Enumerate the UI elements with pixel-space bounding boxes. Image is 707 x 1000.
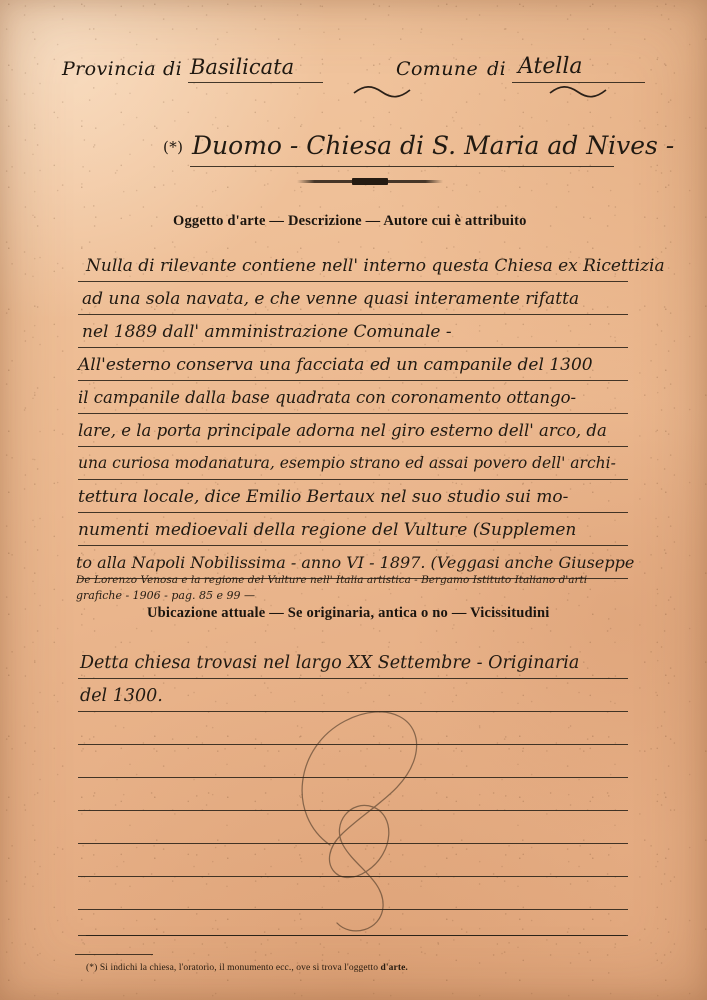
ruled-line (78, 545, 628, 546)
pen-flourish-scribble-icon (255, 695, 475, 945)
interlinear-note-line: De Lorenzo Venosa e la regione del Vulture nell' Italia artistica - Bergamo Istituto Italiano d'arti (76, 574, 588, 586)
title-asterisk: (*) (163, 138, 184, 156)
ruled-line (78, 380, 628, 381)
body-line: Nulla di rilevante contiene nell' interno questa Chiesa ex Ricettizia (86, 256, 665, 276)
ruled-line (78, 512, 628, 513)
body-line: lare, e la porta principale adorna nel giro esterno dell' arco, da (78, 421, 607, 440)
ruled-line (78, 479, 628, 480)
ruled-line (78, 777, 628, 778)
body-line: All'esterno conserva una facciata ed un campanile del 1300 (78, 355, 593, 375)
ruled-line (78, 281, 628, 282)
ruled-line (78, 810, 628, 811)
ruled-line (78, 446, 628, 447)
body-line: ad una sola navata, e che venne quasi interamente rifatta (82, 289, 580, 309)
ruled-line (78, 413, 628, 414)
page-title: Duomo - Chiesa di S. Maria ad Nives - (192, 131, 675, 160)
footnote-marker: (*) (86, 963, 98, 973)
body-line: to alla Napoli Nobilissima - anno VI - 1897. (Veggasi anche Giuseppe (76, 553, 635, 572)
comune-underline (512, 82, 645, 83)
comune-label: Comune (396, 58, 479, 80)
body-line: una curiosa modanatura, esempio strano ed assai povero dell' archi- (78, 454, 616, 472)
ruled-line (78, 314, 628, 315)
ruled-line (78, 876, 628, 877)
ruled-line (78, 744, 628, 745)
body-line: numenti medioevali della regione del Vulture (Supplemen (78, 520, 577, 540)
body-line: del 1300. (80, 686, 163, 706)
footnote-text: Si indichi la chiesa, l'oratorio, il monumento ecc., ove si trova l'oggetto (97, 963, 381, 973)
footer-divider (86, 935, 626, 936)
section-heading-ubicazione-attuale: Ubicazione attuale — Se originaria, antica o no — Vicissitudini (147, 605, 550, 621)
body-line: il campanile dalla base quadrata con coronamento ottango- (78, 388, 577, 407)
section-heading-oggetto-darte: Oggetto d'arte — Descrizione — Autore cui è attribuito (173, 213, 527, 229)
ruled-line (78, 843, 628, 844)
ruled-line (78, 909, 628, 910)
footnote-bold-tail: d'arte. (380, 963, 408, 973)
ruled-line (78, 711, 628, 712)
body-line: nel 1889 dall' amministrazione Comunale - (82, 322, 452, 342)
province-flourish-icon (352, 84, 412, 100)
province-underline (188, 82, 323, 83)
comune-di-label: di (487, 58, 507, 80)
comune-flourish-icon (548, 84, 608, 100)
province-value: Basilicata (190, 55, 295, 79)
ruled-line (78, 678, 628, 679)
ruled-line (78, 347, 628, 348)
body-line: tettura locale, dice Emilio Bertaux nel suo studio sui mo- (78, 487, 569, 507)
province-label: Provincia (62, 58, 156, 80)
comune-value: Atella (518, 54, 583, 79)
body-line: Detta chiesa trovasi nel largo XX Settembre - Originaria (80, 653, 580, 673)
province-di-label: di (163, 58, 183, 80)
footnote-separator (75, 954, 153, 955)
ornamental-divider (297, 180, 443, 183)
footnote (86, 963, 408, 973)
interlinear-note-line: grafiche - 1906 - pag. 85 e 99 — (76, 589, 255, 602)
title-underline (190, 166, 614, 167)
